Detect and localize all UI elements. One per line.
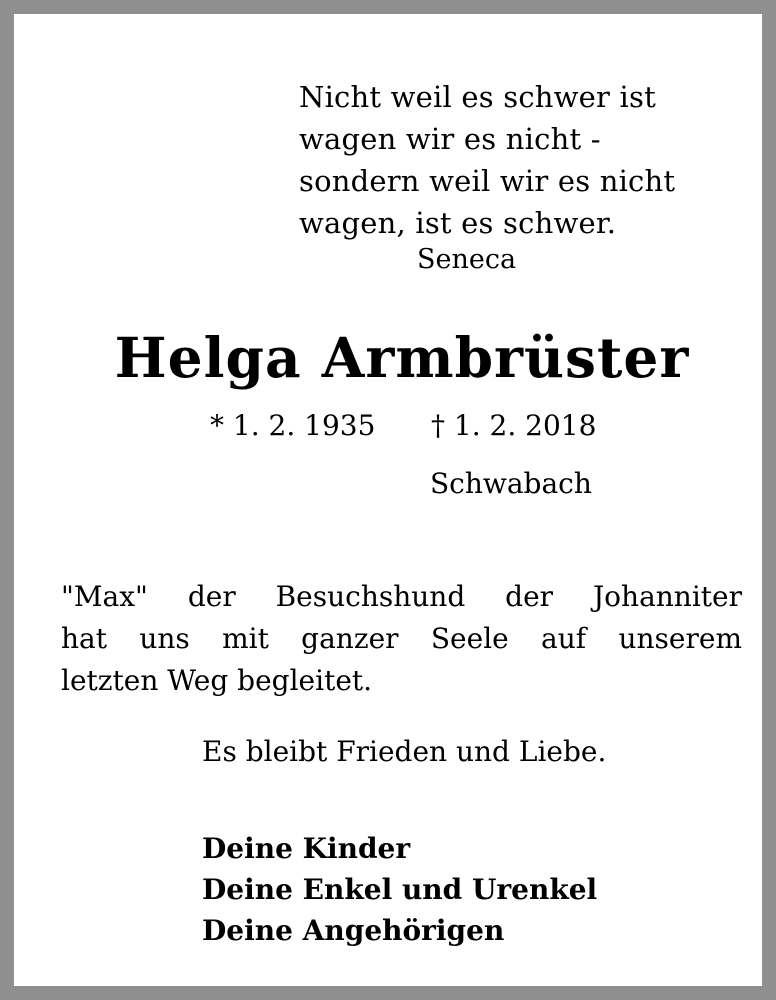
quote-line: Nicht weil es schwer ist — [299, 80, 656, 114]
quote-line: sondern weil wir es nicht — [299, 164, 676, 198]
signature-block — [202, 828, 597, 951]
quote-block — [299, 76, 675, 244]
message-paragraph — [61, 576, 742, 702]
place-of-residence: Schwabach — [430, 467, 592, 500]
message-line: hat uns mit ganzer Seele auf unserem — [61, 622, 742, 655]
quote-line: wagen wir es nicht - — [299, 122, 601, 156]
death-date: † 1. 2. 2018 — [431, 409, 597, 442]
message-line: "Max" der Besuchshund der Johanniter — [61, 580, 742, 613]
signature-line: Deine Enkel und Urenkel — [202, 873, 598, 906]
deceased-name: Helga Armbrüster — [114, 325, 690, 390]
signature-line: Deine Kinder — [202, 832, 411, 865]
signature-line: Deine Angehörigen — [202, 914, 505, 947]
birth-date: * 1. 2. 1935 — [210, 409, 376, 442]
quote-line: wagen, ist es schwer. — [299, 206, 617, 240]
quote-author: Seneca — [417, 244, 517, 275]
message-line: letzten Weg begleitet. — [61, 664, 373, 697]
closing-line: Es bleibt Frieden und Liebe. — [202, 735, 607, 768]
